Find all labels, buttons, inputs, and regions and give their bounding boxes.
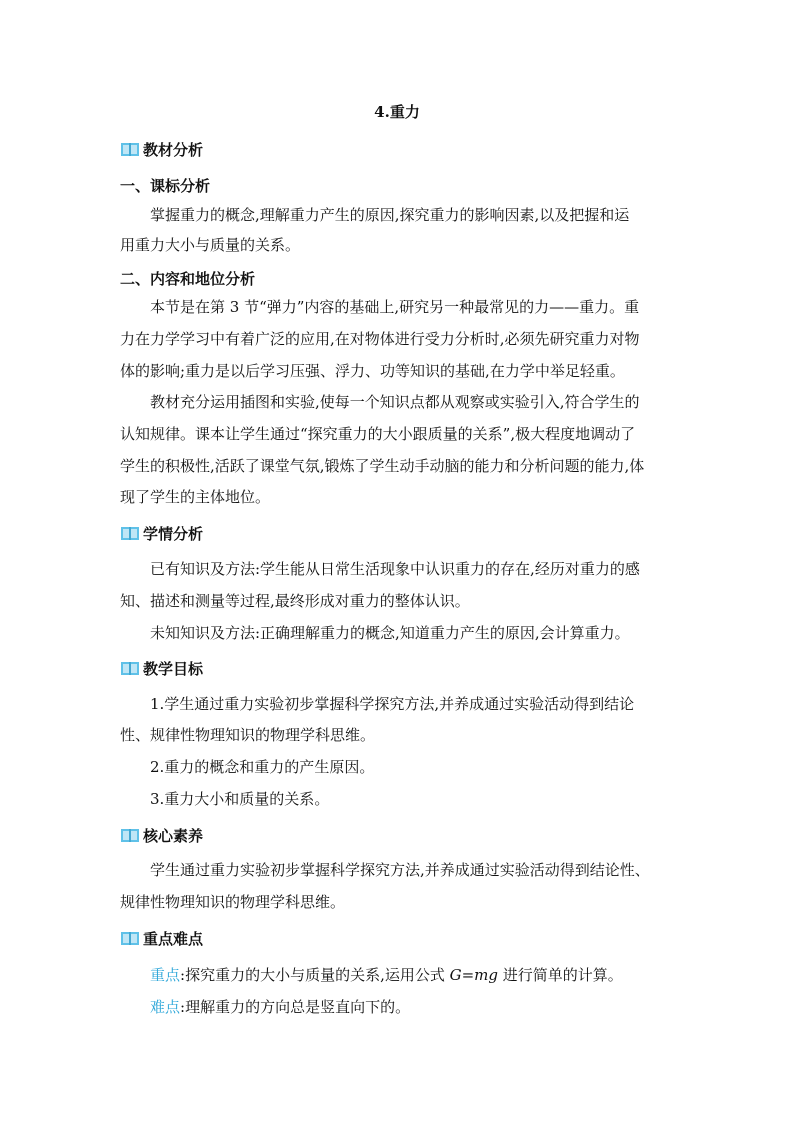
section-title: 教学目标 (143, 659, 204, 678)
difficult-point-text: :理解重力的方向总是竖直向下的。 (180, 998, 411, 1016)
subheading-content-position: 二、内容和地位分析 (120, 270, 256, 288)
paragraph-line: 体的影响;重力是以后学习压强、浮力、功等知识的基础,在力学中举足轻重。 (120, 362, 625, 380)
section-header-key-difficult-points (120, 928, 203, 948)
book-icon (120, 141, 140, 158)
key-point-text: :探究重力的大小与质量的关系,运用公式 (180, 966, 450, 984)
section-title: 学情分析 (143, 524, 204, 543)
book-icon (120, 930, 140, 947)
paragraph-line: 学生通过重力实验初步掌握科学探究方法,并养成通过实验活动得到结论性、 (150, 861, 650, 879)
paragraph-line: 掌握重力的概念,理解重力产生的原因,探究重力的影响因素,以及把握和运 (150, 206, 630, 224)
book-icon (120, 660, 140, 677)
paragraph-line: 教材充分运用插图和实验,使每一个知识点都从观察或实验引入,符合学生的 (150, 393, 640, 411)
formula-mg: mg (474, 966, 498, 984)
subheading-curriculum-analysis: 一、课标分析 (120, 177, 211, 195)
paragraph-line: 用重力大小与质量的关系。 (120, 236, 301, 254)
page-title: 4.重力 (374, 103, 420, 121)
paragraph-line: 力在力学学习中有着广泛的应用,在对物体进行受力分析时,必须先研究重力对物 (120, 330, 640, 348)
formula-eq: = (461, 966, 475, 984)
section-header-core-literacy (120, 825, 203, 845)
paragraph-line: 已有知识及方法:学生能从日常生活现象中认识重力的存在,经历对重力的感 (150, 560, 640, 578)
difficult-point-line (150, 992, 410, 1022)
section-header-learner-analysis (120, 523, 203, 543)
section-title: 重点难点 (143, 929, 204, 948)
difficult-point-label: 难点 (150, 998, 181, 1016)
section-title: 教材分析 (143, 140, 204, 159)
section-header-textbook-analysis (120, 139, 203, 159)
paragraph-line: 性、规律性物理知识的物理学科思维。 (120, 726, 376, 744)
paragraph-line: 规律性物理知识的物理学科思维。 (120, 893, 346, 911)
paragraph-line: 知、描述和测量等过程,最终形成对重力的整体认识。 (120, 592, 470, 610)
key-point-text-end: 进行简单的计算。 (498, 966, 623, 984)
paragraph-line: 2.重力的概念和重力的产生原因。 (150, 758, 375, 776)
formula-g: G (449, 966, 462, 984)
section-title: 核心素养 (143, 826, 204, 845)
paragraph-line: 3.重力大小和质量的关系。 (150, 790, 330, 808)
paragraph-line: 本节是在第 3 节“弹力”内容的基础上,研究另一种最常见的力——重力。重 (150, 298, 640, 316)
book-icon (120, 827, 140, 844)
paragraph-line: 认知规律。课本让学生通过“探究重力的大小跟质量的关系”,极大程度地调动了 (120, 425, 636, 443)
key-point-label: 重点 (150, 966, 181, 984)
paragraph-line: 1.学生通过重力实验初步掌握科学探究方法,并养成通过实验活动得到结论 (150, 695, 635, 713)
paragraph-line: 未知知识及方法:正确理解重力的概念,知道重力产生的原因,会计算重力。 (150, 624, 630, 642)
paragraph-line: 现了学生的主体地位。 (120, 488, 271, 506)
section-header-teaching-goals (120, 658, 203, 678)
key-point-line (150, 960, 623, 990)
book-icon (120, 525, 140, 542)
paragraph-line: 学生的积极性,活跃了课堂气氛,锻炼了学生动手动脑的能力和分析问题的能力,体 (120, 457, 645, 475)
